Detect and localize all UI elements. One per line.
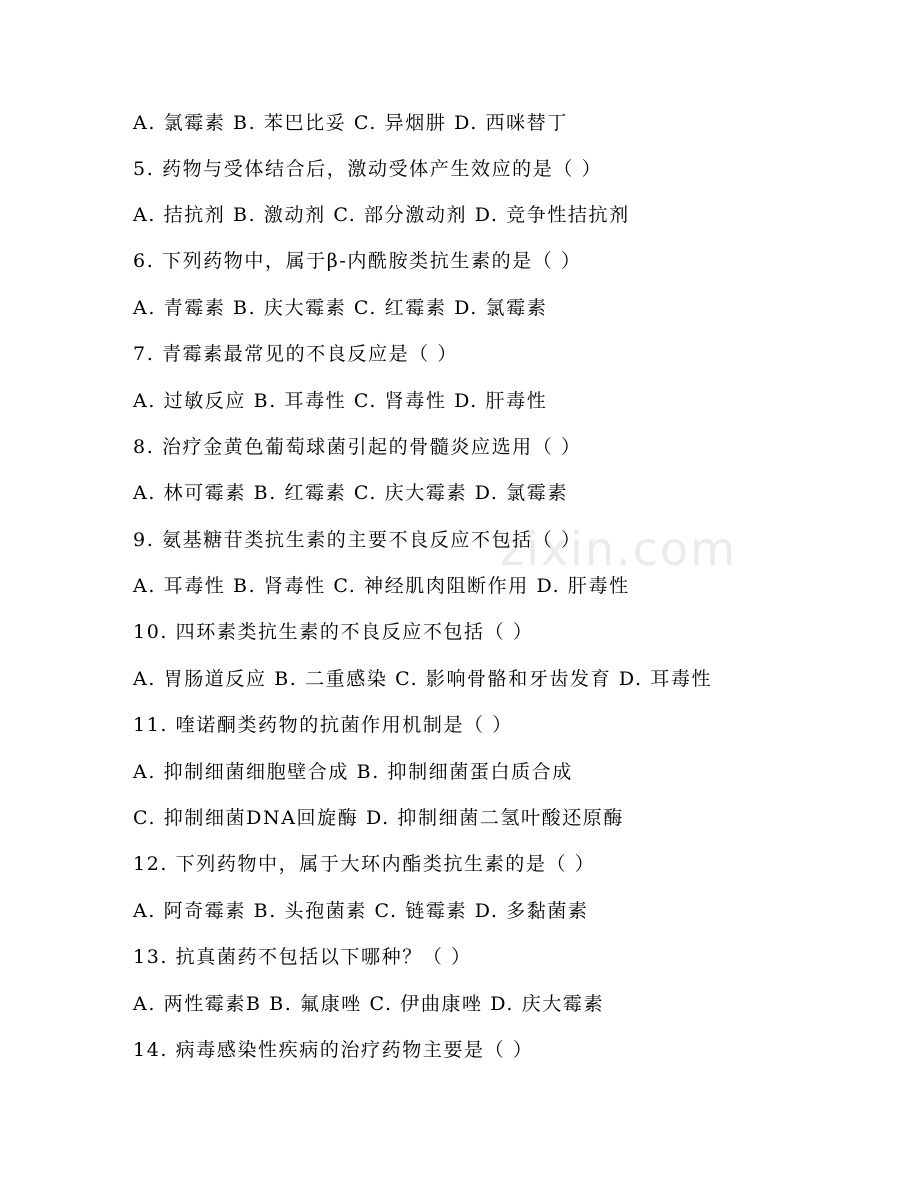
options-q4: A. 氯霉素 B. 苯巴比妥 C. 异烟肼 D. 西咪替丁 bbox=[133, 112, 568, 134]
question-8: 8. 治疗金黄色葡萄球菌引起的骨髓炎应选用（ ） bbox=[133, 436, 582, 458]
options-q5: A. 拮抗剂 B. 激动剂 C. 部分激动剂 D. 竞争性拮抗剂 bbox=[133, 204, 630, 226]
question-5: 5. 药物与受体结合后，激动受体产生效应的是（ ） bbox=[133, 158, 603, 180]
options-q10: A. 胃肠道反应 B. 二重感染 C. 影响骨骼和牙齿发育 D. 耳毒性 bbox=[133, 668, 713, 690]
options-q8: A. 林可霉素 B. 红霉素 C. 庆大霉素 D. 氯霉素 bbox=[133, 482, 568, 504]
options-q6: A. 青霉素 B. 庆大霉素 C. 红霉素 D. 氯霉素 bbox=[133, 297, 548, 319]
question-14: 14. 病毒感染性疾病的治疗药物主要是（ ） bbox=[133, 1039, 534, 1061]
options-q11-cd: C. 抑制细菌DNA回旋酶 D. 抑制细菌二氢叶酸还原酶 bbox=[133, 807, 624, 829]
question-10: 10. 四环素类抗生素的不良反应不包括（ ） bbox=[133, 621, 534, 643]
question-11: 11. 喹诺酮类药物的抗菌作用机制是（ ） bbox=[133, 714, 513, 736]
question-7: 7. 青霉素最常见的不良反应是（ ） bbox=[133, 343, 459, 365]
watermark: zixin.com bbox=[500, 522, 737, 576]
options-q7: A. 过敏反应 B. 耳毒性 C. 肾毒性 D. 肝毒性 bbox=[133, 390, 548, 412]
question-13: 13. 抗真菌药不包括以下哪种？（ ） bbox=[133, 946, 472, 968]
question-9: 9. 氨基糖苷类抗生素的主要不良反应不包括（ ） bbox=[133, 529, 582, 551]
options-q12: A. 阿奇霉素 B. 头孢菌素 C. 链霉素 D. 多黏菌素 bbox=[133, 900, 589, 922]
options-q9: A. 耳毒性 B. 肾毒性 C. 神经肌肉阻断作用 D. 肝毒性 bbox=[133, 575, 630, 597]
options-q11-ab: A. 抑制细菌细胞壁合成 B. 抑制细菌蛋白质合成 bbox=[133, 761, 573, 783]
question-12: 12. 下列药物中，属于大环内酯类抗生素的是（ ） bbox=[133, 853, 596, 875]
question-6: 6. 下列药物中，属于β-内酰胺类抗生素的是（ ） bbox=[133, 250, 582, 272]
options-q13: A. 两性霉素B B. 氟康唑 C. 伊曲康唑 D. 庆大霉素 bbox=[133, 993, 605, 1015]
